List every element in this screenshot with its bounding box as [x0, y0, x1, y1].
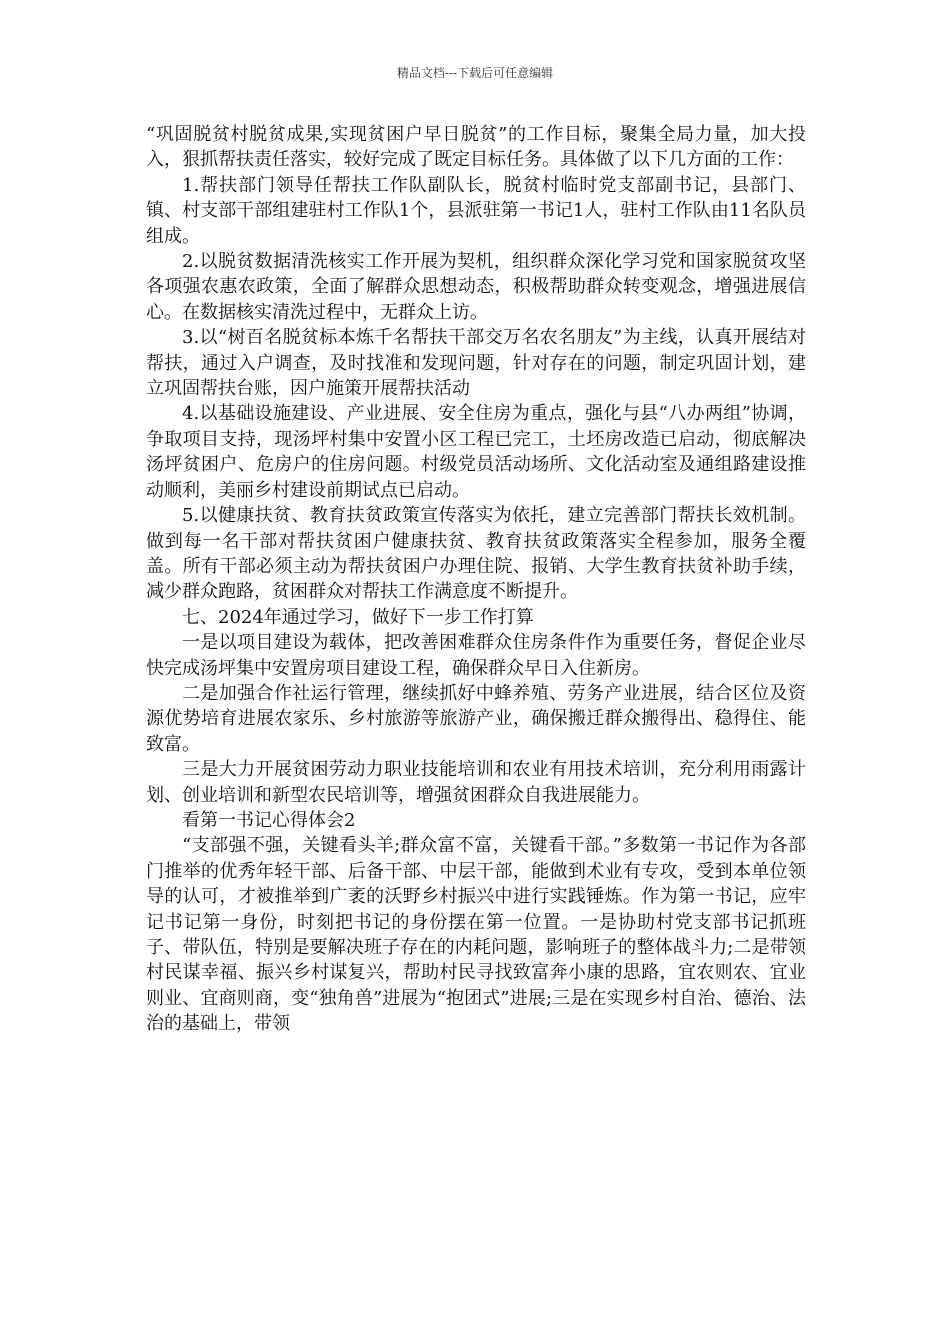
document-body	[146, 122, 806, 1037]
paragraph: “巩固脱贫村脱贫成果,实现贫困户早日脱贫”的工作目标，聚集全局力量，加大投入，狠抓帮扶责任落实，较好完成了既定目标任务。具体做了以下几方面的工作：	[146, 124, 806, 171]
paragraph: 三是大力开展贫困劳动力职业技能培训和农业有用技术培训，充分利用雨露计划、创业培训和新型农民培训等，增强贫困群众自我进展能力。	[146, 759, 806, 806]
paragraph: “支部强不强，关键看头羊;群众富不富，关键看干部。”多数第一书记作为各部门推举的优秀年轻干部、后备干部、中层干部，能做到术业有专攻，受到本单位领导的认可，才被推举到广袤的沃野乡村振兴中进行实践锤炼。作为第一书记，应牢记书记第一身份，时刻把书记的身份摆在第一位置。一是协助村党支部书记抓班子、带队伍，特别是要解决班子存在的内耗问题，影响班子的整体战斗力;二是带领村民谋幸福、振兴乡村谋复兴，帮助村民寻找致富奔小康的思路，宜农则农、宜业则业、宜商则商，变“独角兽”进展为“抱团式”进展;三是在实现乡村自治、德治、法治的基础上，带领	[146, 835, 806, 1035]
section-heading: 七、2024年通过学习，做好下一步工作打算	[182, 606, 534, 628]
paragraph: 一是以项目建设为载体，把改善困难群众住房条件作为重要任务，督促企业尽快完成汤坪集中安置房项目建设工程，确保群众早日入住新房。	[146, 632, 806, 679]
section-heading: 看第一书记心得体会2	[182, 809, 356, 831]
paragraph: 2.以脱贫数据清洗核实工作开展为契机，组织群众深化学习党和国家脱贫攻坚各项强农惠农政策，全面了解群众思想动态，积极帮助群众转变观念，增强进展信心。在数据核实清洗过程中，无群众上访。	[146, 251, 806, 323]
paragraph: 3.以“树百名脱贫标本炼千名帮扶干部交万名农名朋友”为主线，认真开展结对帮扶，通过入户调查，及时找准和发现问题，针对存在的问题，制定巩固计划，建立巩固帮扶台账，因户施策开展帮扶活动	[146, 327, 806, 400]
paragraph: 5.以健康扶贫、教育扶贫政策宣传落实为依托，建立完善部门帮扶长效机制。做到每一名干部对帮扶贫困户健康扶贫、教育扶贫政策落实全程参加，服务全覆盖。所有干部必须主动为帮扶贫困户办理住院、报销、大学生教育扶贫补助手续，减少群众跑路，贫困群众对帮扶工作满意度不断提升。	[146, 505, 806, 603]
page-header: 精品文档---下载后可任意编辑	[396, 66, 554, 80]
paragraph: 1.帮扶部门领导任帮扶工作队副队长，脱贫村临时党支部副书记，县部门、镇、村支部干部组建驻村工作队1个，县派驻第一书记1人，驻村工作队由11名队员组成。	[146, 174, 806, 247]
paragraph: 4.以基础设施建设、产业进展、安全住房为重点，强化与县“八办两组”协调，争取项目支持，现汤坪村集中安置小区工程已完工，土坯房改造已启动，彻底解决汤坪贫困户、危房户的住房问题。村级党员活动场所、文化活动室及通组路建设推动顺利，美丽乡村建设前期试点已启动。	[146, 403, 806, 501]
paragraph: 二是加强合作社运行管理，继续抓好中蜂养殖、劳务产业进展，结合区位及资源优势培育进展农家乐、乡村旅游等旅游产业，确保搬迁群众搬得出、稳得住、能致富。	[146, 682, 806, 755]
